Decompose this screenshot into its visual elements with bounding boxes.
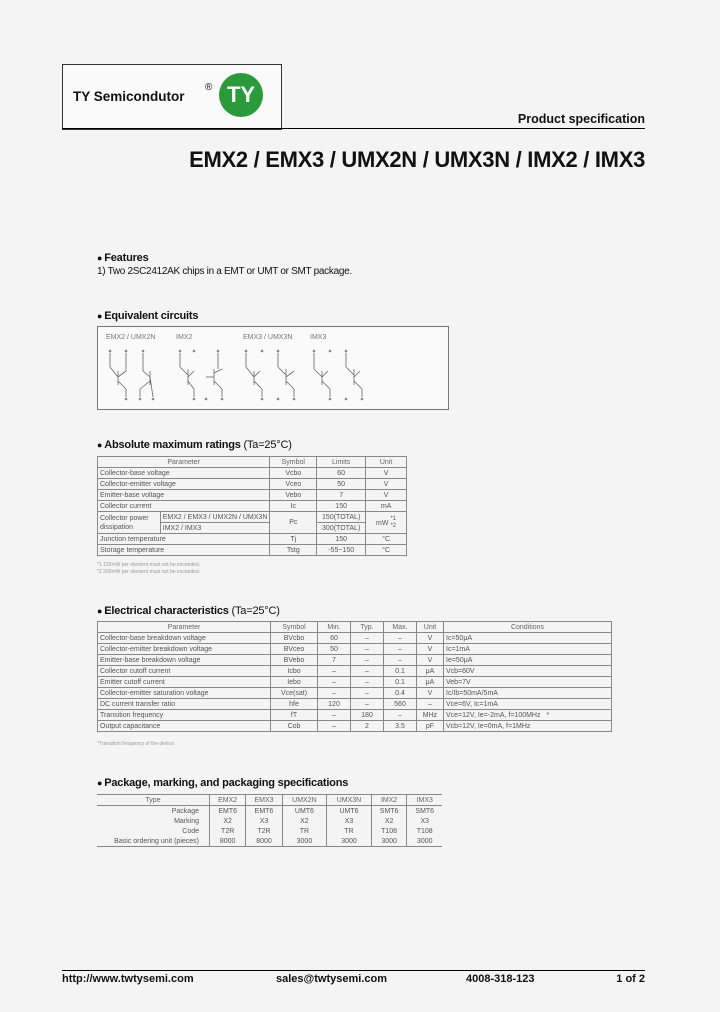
column-header: IMX3: [407, 795, 442, 806]
abs-max-footnote: *2 200mW per element must not be exceeded.: [97, 569, 201, 575]
packaging-heading: ● Package, marking, and packaging specifications: [97, 777, 349, 789]
column-header: Parameter: [98, 622, 271, 633]
circuit-schematic-icon: [98, 327, 448, 409]
page-number: 1 of 2: [616, 973, 645, 985]
bullet-icon: ●: [97, 606, 103, 616]
ty-logo-icon: TY: [219, 73, 263, 117]
column-header: IMX2: [371, 795, 407, 806]
column-header: Typ.: [351, 622, 384, 633]
bullet-icon: ●: [97, 253, 103, 263]
website-link[interactable]: http://www.twtysemi.com: [62, 973, 194, 985]
column-header: Type: [97, 795, 210, 806]
table-row: Storage temperature Tstg -55~150 °C: [98, 545, 407, 556]
table-row: Code T2R T2R TR TR T108 T108: [97, 826, 442, 836]
circuit-label: IMX2: [176, 334, 193, 341]
table-row: Collector-emitter saturation voltage Vce(sat) – – 0.4 V Ic/Ib=50mA/5mA: [98, 688, 612, 699]
circuit-label: EMX3 / UMX3N: [243, 334, 293, 341]
electrical-footnote: *Transition frequency of the device.: [97, 741, 176, 747]
abs-max-table: [97, 456, 407, 556]
table-row: Emitter-base breakdown voltage BVebo 7 – – V Ie=50μA: [98, 655, 612, 666]
circuit-label: IMX3: [310, 334, 327, 341]
electrical-table: [97, 621, 612, 732]
table-header-row: [98, 622, 612, 633]
footer-divider: [62, 970, 645, 971]
equivalent-circuit-diagram: [97, 326, 449, 410]
table-row: Collector-base voltage Vcbo 60 V: [98, 468, 407, 479]
table-row: Emitter-base voltage Vebo 7 V: [98, 490, 407, 501]
table-row: Collector-base breakdown voltage BVcbo 60 – – V Ic=50μA: [98, 633, 612, 644]
table-row: Emitter cutoff current Iebo – – 0.1 μA Veb=7V: [98, 677, 612, 688]
column-header: Min.: [318, 622, 351, 633]
email-link[interactable]: sales@twtysemi.com: [276, 973, 387, 985]
electrical-heading: ● Electrical characteristics (Ta=25°C): [97, 605, 280, 617]
table-row: Package EMT6 EMT6 UMT6 UMT6 SMT6 SMT6: [97, 806, 442, 817]
spec-label: Product specification: [517, 112, 645, 126]
table-row: IMX2 / IMX3 300(TOTAL): [98, 523, 407, 534]
features-heading: ● Features: [97, 252, 149, 264]
phone-number: 4008-318-123: [466, 973, 535, 985]
column-header: Symbol: [270, 457, 317, 468]
table-row: Transition frequency fT – 180 – MHz Vce=12V, Ie=-2mA, f=100MHz *: [98, 710, 612, 721]
bullet-icon: ●: [97, 778, 103, 788]
registered-mark: ®: [205, 82, 213, 93]
bullet-icon: ●: [97, 311, 103, 321]
table-row: Collector current Ic 150 mA: [98, 501, 407, 512]
table-row: Collector cutoff current Icbo – – 0.1 μA Vcb=60V: [98, 666, 612, 677]
table-row: Collector power dissipation EMX2 / EMX3 / UMX2N / UMX3N Pc 150(TOTAL) mW *1 *2: [98, 512, 407, 523]
bullet-icon: ●: [97, 440, 103, 450]
part-numbers-title: EMX2 / EMX3 / UMX2N / UMX3N / IMX2 / IMX3: [189, 147, 645, 172]
column-header: Conditions: [444, 622, 612, 633]
abs-max-heading: ● Absolute maximum ratings (Ta=25°C): [97, 439, 292, 451]
table-row: Basic ordering unit (pieces) 8000 8000 3000 3000 3000 3000: [97, 836, 442, 847]
circuits-heading: ● Equivalent circuits: [97, 310, 199, 322]
brand-name: TY Semicondutor: [73, 89, 185, 104]
abs-max-footnote: *1 120mW per element must not be exceeded.: [97, 562, 201, 568]
table-row: Marking X2 X3 X2 X3 X2 X3: [97, 816, 442, 826]
table-row: DC current transfer ratio hfe 120 – 560 – Vce=6V, Ic=1mA: [98, 699, 612, 710]
column-header: Symbol: [271, 622, 318, 633]
column-header: Unit: [366, 457, 407, 468]
header-divider: [62, 128, 645, 129]
column-header: EMX3: [246, 795, 282, 806]
column-header: EMX2: [210, 795, 246, 806]
column-header: Unit: [417, 622, 444, 633]
column-header: UMX2N: [282, 795, 327, 806]
company-logo: [62, 64, 282, 130]
table-header-row: [98, 457, 407, 468]
packaging-table: [97, 794, 442, 847]
table-row: Junction temperature Tj 150 °C: [98, 534, 407, 545]
table-header-row: [97, 795, 442, 806]
table-row: Collector-emitter breakdown voltage BVceo 50 – – V Ic=1mA: [98, 644, 612, 655]
table-row: Collector-emitter voltage Vceo 50 V: [98, 479, 407, 490]
column-header: Limits: [317, 457, 366, 468]
table-row: Output capacitance Cob – 2 3.5 pF Vcb=12V, Ie=0mA, f=1MHz: [98, 721, 612, 732]
column-header: UMX3N: [327, 795, 372, 806]
feature-item: 1) Two 2SC2412AK chips in a EMT or UMT or SMT package.: [97, 266, 352, 277]
column-header: Max.: [384, 622, 417, 633]
circuit-label: EMX2 / UMX2N: [106, 334, 156, 341]
column-header: Parameter: [98, 457, 270, 468]
